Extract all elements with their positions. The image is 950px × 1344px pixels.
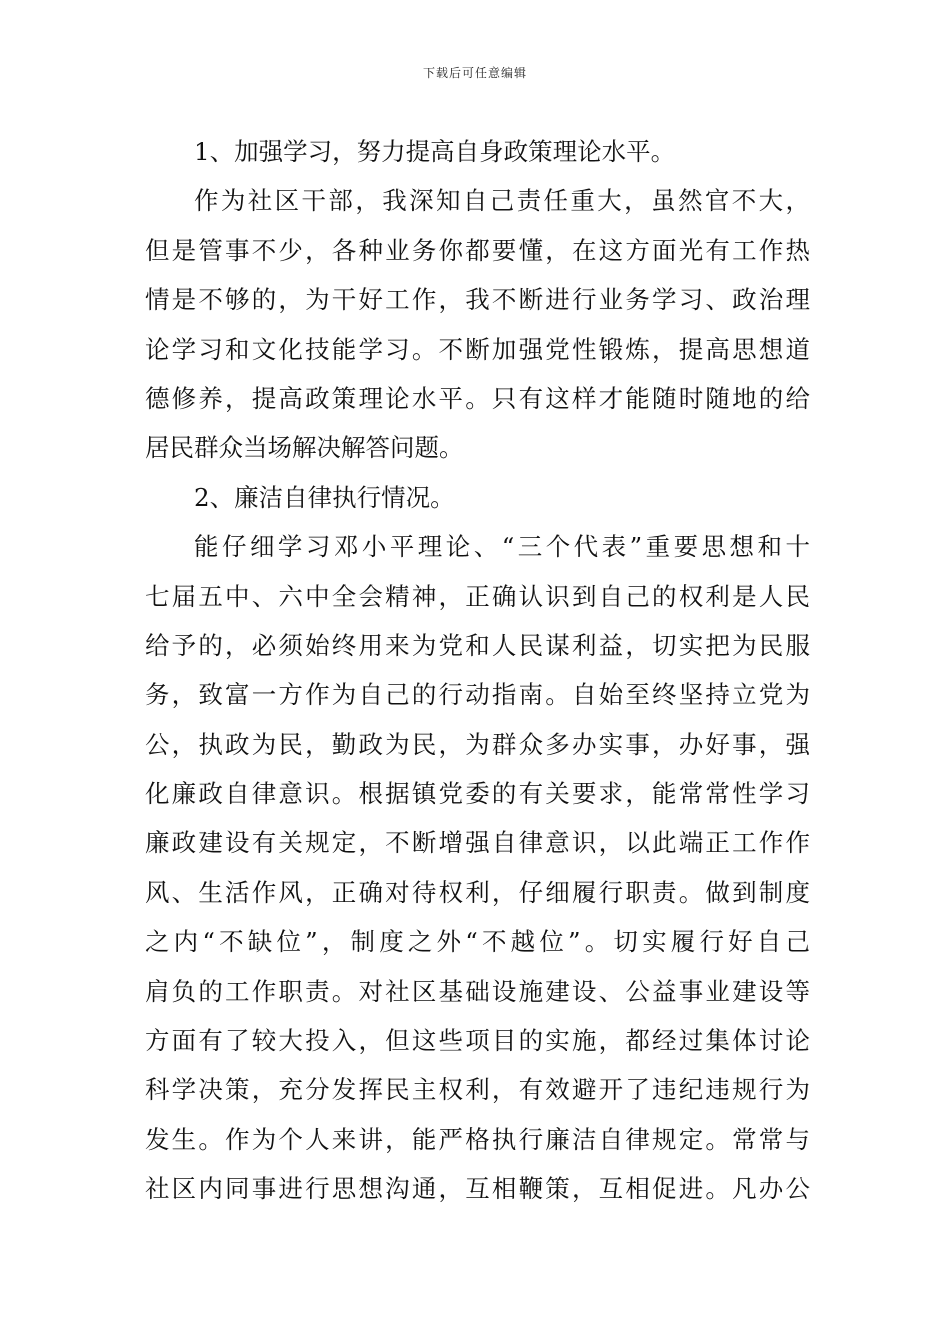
paragraph-line: 居民群众当场解决解答问题。 [145, 433, 464, 463]
paragraph-line: 公，执政为民，勤政为民，为群众多办实事，办好事，强 [145, 729, 810, 759]
paragraph-line: 方面有了较大投入，但这些项目的实施，都经过集体讨论 [145, 1026, 810, 1056]
paragraph-line: 发生。作为个人来讲，能严格执行廉洁自律规定。常常与 [145, 1124, 810, 1154]
paragraph-line: 之内“不缺位”，制度之外“不越位”。切实履行好自己 [145, 927, 810, 957]
paragraph-line: 科学决策，充分发挥民主权利，有效避开了违纪违规行为 [145, 1075, 810, 1105]
paragraph-line: 德修养，提高政策理论水平。只有这样才能随时随地的给 [145, 383, 810, 413]
paragraph-line: 论学习和文化技能学习。不断加强党性锻炼，提高思想道 [145, 334, 810, 364]
paragraph-line: 肩负的工作职责。对社区基础设施建设、公益事业建设等 [145, 976, 810, 1006]
paragraph-line: 社区内同事进行思想沟通，互相鞭策，互相促进。凡办公 [145, 1174, 810, 1204]
page-header-note: 下载后可任意编辑 [422, 66, 527, 80]
paragraph-line: 给予的，必须始终用来为党和人民谋利益，切实把为民服 [145, 630, 810, 660]
paragraph-line: 作为社区干部，我深知自己责任重大，虽然官不大， [194, 186, 810, 216]
section-heading-2: 2、廉洁自律执行情况。 [194, 482, 455, 512]
paragraph-line: 但是管事不少，各种业务你都要懂，在这方面光有工作热 [145, 235, 810, 265]
paragraph-line: 七届五中、六中全会精神，正确认识到自己的权利是人民 [145, 581, 810, 611]
paragraph-line: 能仔细学习邓小平理论、“三个代表”重要思想和十 [194, 532, 810, 562]
paragraph-line: 风、生活作风，正确对待权利，仔细履行职责。做到制度 [145, 877, 810, 907]
section-heading-1: 1、加强学习，努力提高自身政策理论水平。 [194, 137, 676, 166]
paragraph-line: 务，致富一方作为自己的行动指南。自始至终坚持立党为 [145, 680, 810, 710]
document-body [145, 127, 810, 1214]
paragraph-line: 廉政建设有关规定，不断增强自律意识，以此端正工作作 [145, 828, 810, 858]
paragraph-line: 化廉政自律意识。根据镇党委的有关要求，能常常性学习 [145, 779, 810, 809]
paragraph-line: 情是不够的，为干好工作，我不断进行业务学习、政治理 [145, 285, 810, 315]
